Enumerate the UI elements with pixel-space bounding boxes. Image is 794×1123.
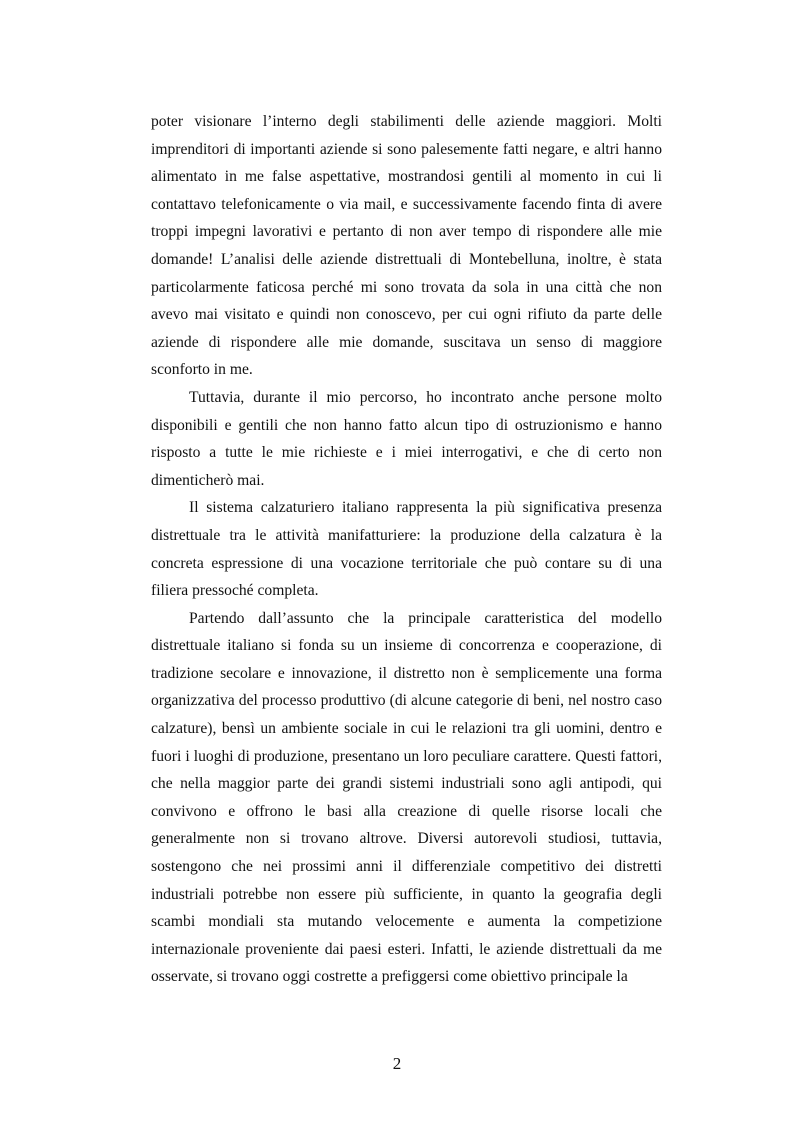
paragraph-1: poter visionare l’interno degli stabilimenti delle aziende maggiori. Molti imprenditori di importanti aziende si sono palesemente fatti negare, e altri hanno alimentato in me false aspettative, mostrandosi gentili al momento in cui li contattavo telefonicamente o via mail, e successivamente facendo finta di avere troppi impegni lavorativi e pertanto di non aver tempo di rispondere alle mie domande! L’analisi delle aziende distrettuali di Montebelluna, inoltre, è stata particolarmente faticosa perché mi sono trovata da sola in una città che non avevo mai visitato e quindi non conoscevo, per cui ogni rifiuto da parte delle aziende di rispondere alle mie domande, suscitava un senso di maggiore sconforto in me. xyxy=(151,113,662,379)
paragraph-2: Tuttavia, durante il mio percorso, ho incontrato anche persone molto disponibili e gentili che non hanno fatto alcun tipo di ostruzionismo e hanno risposto a tutte le mie richieste e i miei interrogativi, e che di certo non dimenticherò mai. xyxy=(151,388,662,489)
paragraph-4: Partendo dall’assunto che la principale caratteristica del modello distrettuale italiano si fonda su un insieme di concorrenza e cooperazione, di tradizione secolare e innovazione, il distretto non è semplicemente una forma organizzativa del processo produttivo (di alcune categorie di beni, nel nostro caso calzature), bensì un ambiente sociale in cui le relazioni tra gli uomini, dentro e fuori i luoghi di produzione, presentano un loro peculiare carattere. Questi fattori, che nella maggior parte dei grandi sistemi industriali sono agli antipodi, qui convivono e offrono le basi alla creazione di quelle risorse locali che generalmente non si trovano altrove. Diversi autorevoli studiosi, tuttavia, sostengono che nei prossimi anni il differenziale competitivo dei distretti industriali potrebbe non essere più sufficiente, in quanto la geografia degli scambi mondiali sta mutando velocemente e aumenta la competizione internazionale proveniente dai paesi esteri. Infatti, le aziende distrettuali da me osservate, si trovano oggi costrette a prefiggersi come obiettivo principale la xyxy=(151,609,662,986)
page-body xyxy=(151,108,662,991)
paragraph-3: Il sistema calzaturiero italiano rappresenta la più significativa presenza distrettuale tra le attività manifatturiere: la produzione della calzatura è la concreta espressione di una vocazione territoriale che può contare su di una filiera pressoché completa. xyxy=(151,499,662,600)
page-number: 2 xyxy=(392,1054,402,1073)
